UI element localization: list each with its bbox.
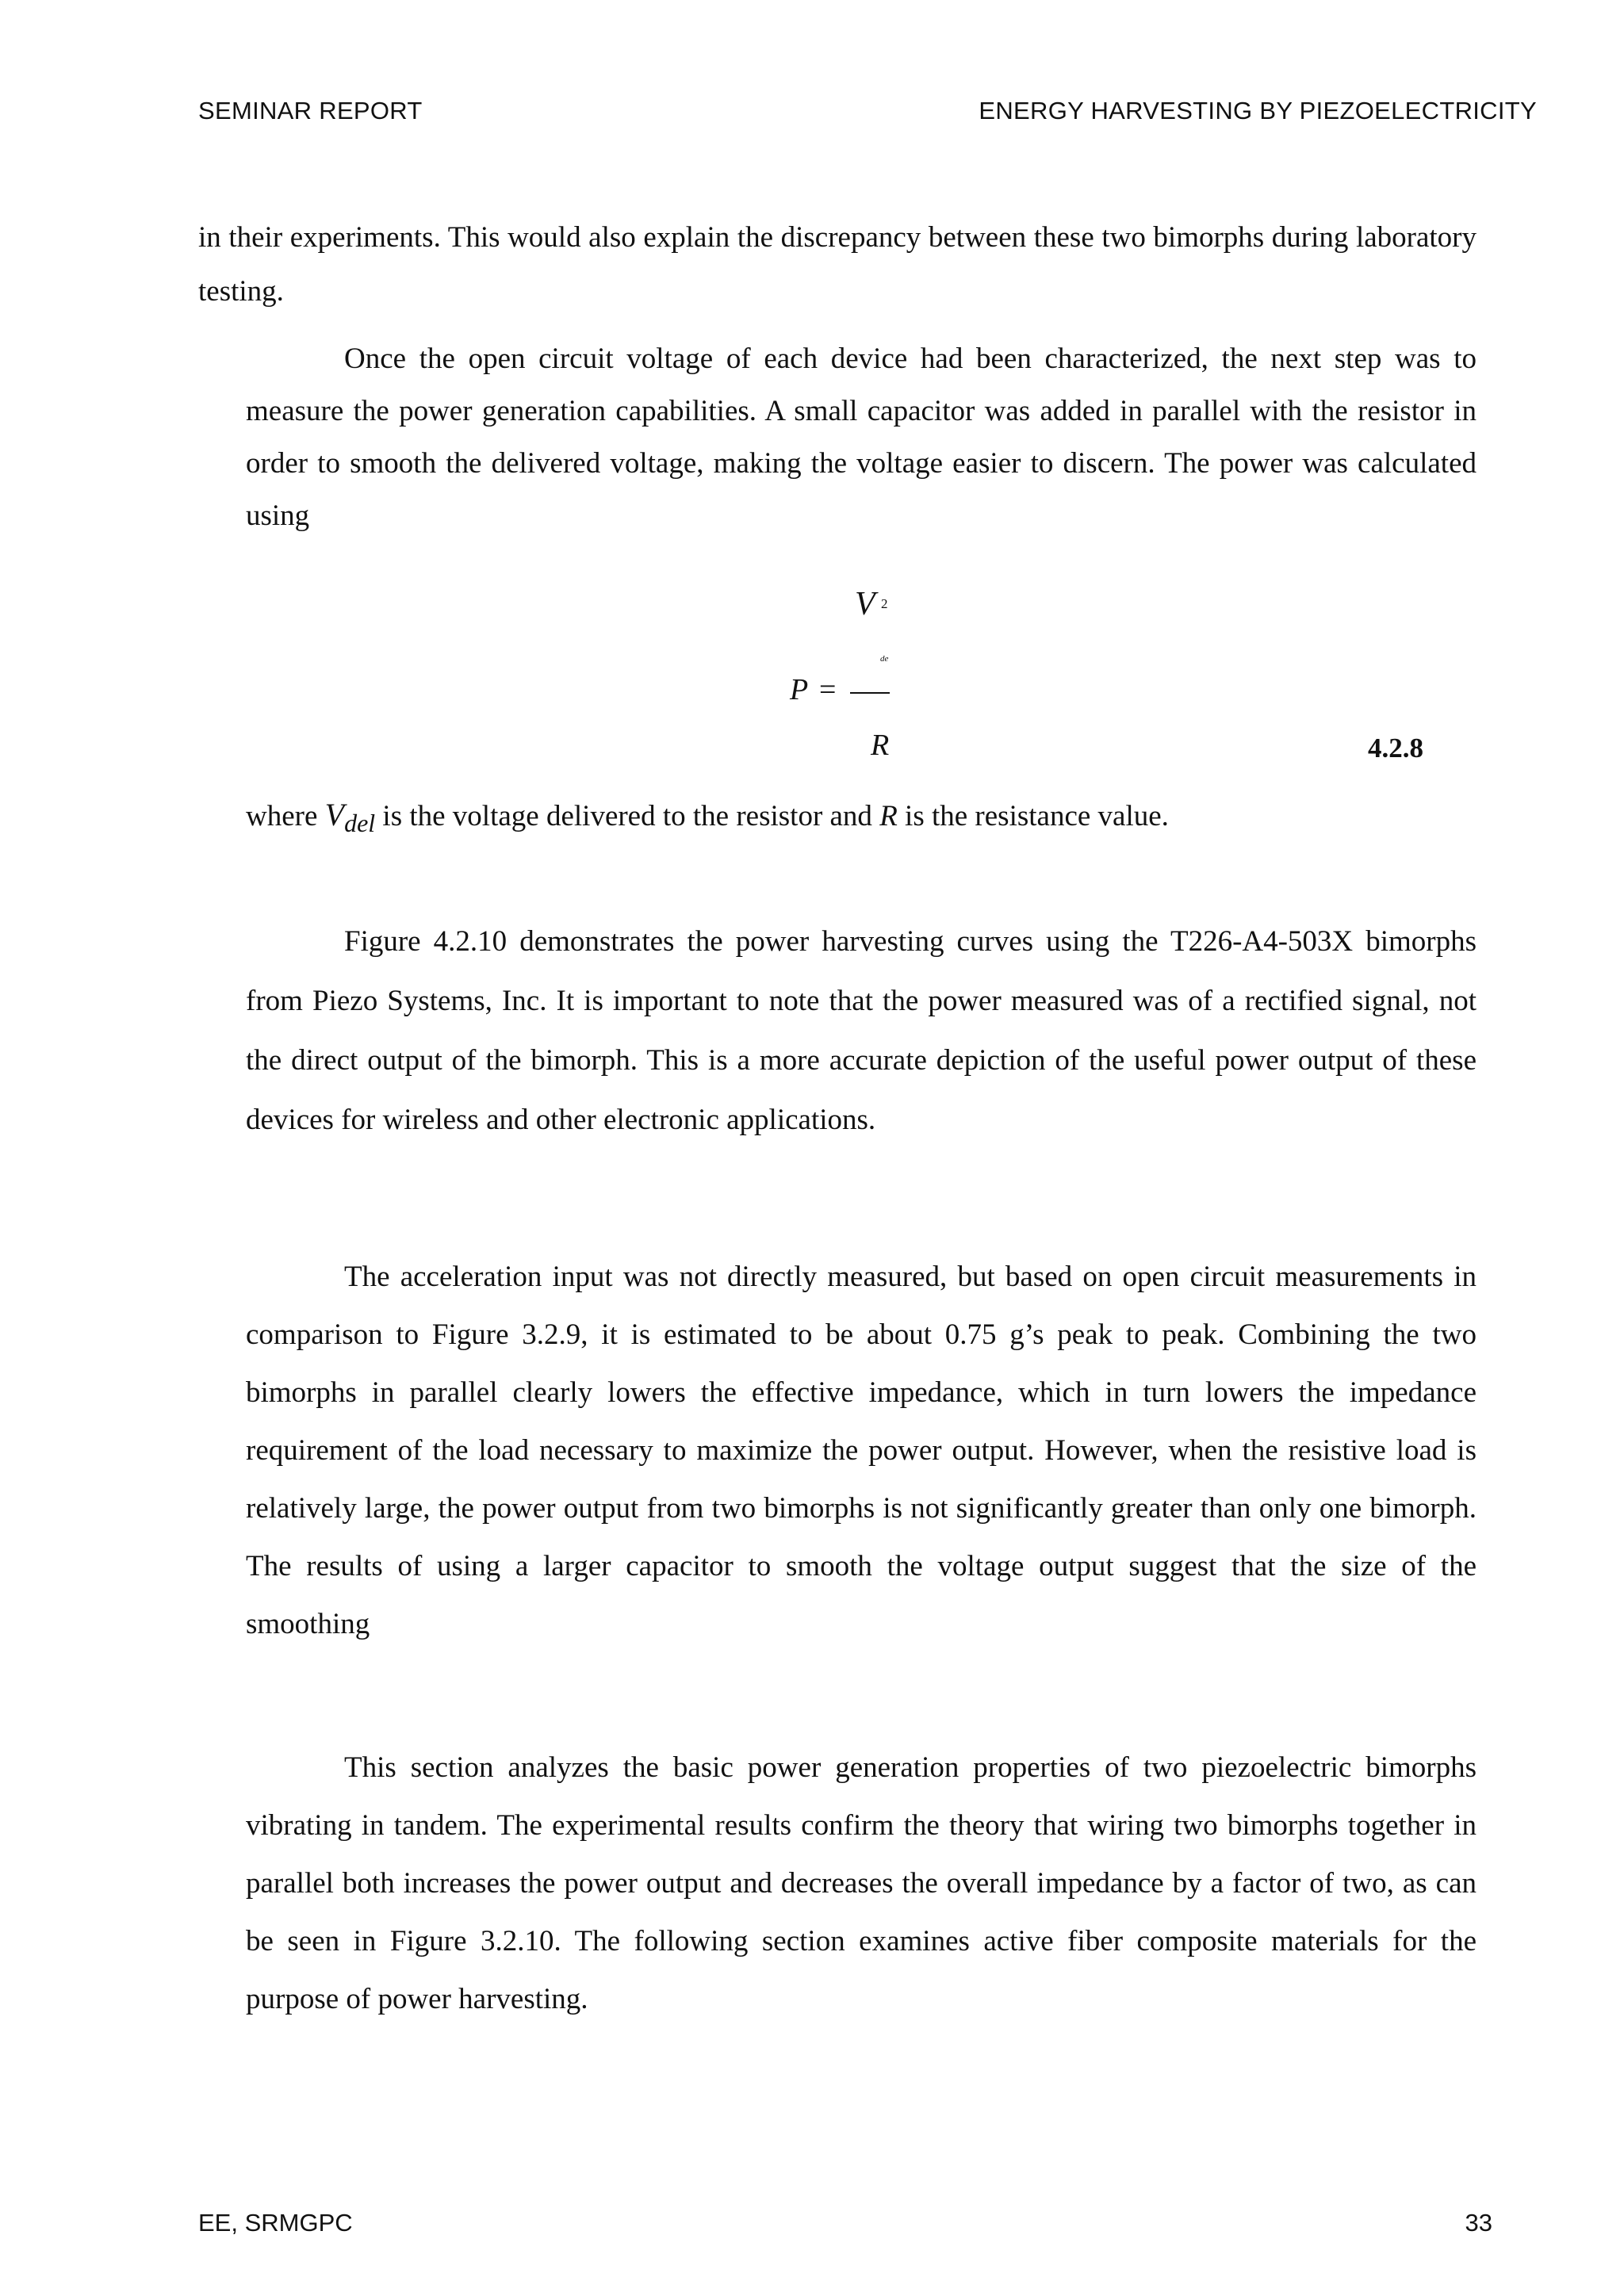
definition-text-1: where xyxy=(246,800,325,832)
page-number: 33 xyxy=(1465,2209,1492,2237)
footer-institution: EE, SRMGPC xyxy=(198,2209,353,2237)
equation-denominator: R xyxy=(871,729,890,762)
equation-numerator: V xyxy=(855,586,875,622)
paragraph-acceleration-input: The acceleration input was not directly measured, but based on open circuit measurements in comparison to Figure 3.2.9, it is estimated to be about 0.75 g’s peak to peak. Combining the two bimorphs in parallel clearly lowers the effective impedance, which in turn lowers the impedance requirement of the load necessary to maximize the power output. However, when the resistive load is relatively large, the power output from two bimorphs is not significantly greater than only one bimorph. The results of using a larger capacitor to smooth the voltage output suggest that the size of the smoothing xyxy=(246,1261,1477,1640)
header-right-title: ENERGY HARVESTING BY PIEZOELECTRICITY xyxy=(979,97,1537,124)
equation-equals: = xyxy=(819,673,837,706)
variable-r: R xyxy=(879,800,898,832)
header-left-title: SEMINAR REPORT xyxy=(198,97,423,124)
definition-text-2: is the voltage delivered to the resistor and xyxy=(375,800,880,832)
variable-v-subscript: del xyxy=(344,809,376,837)
definition-text-3: is the resistance value. xyxy=(897,800,1169,832)
equation-superscript: 2 xyxy=(881,596,888,611)
paragraph-variable-definitions xyxy=(246,796,1169,837)
paragraph-figure-4-2-10: Figure 4.2.10 demonstrates the power harvesting curves using the T226-A4-503X bimorphs from Piezo Systems, Inc. It is important to note that the power measured was of a rectified signal, not the direct output of the bimorph. This is a more accurate depiction of the useful power output of these devices for wireless and other electronic applications. xyxy=(246,925,1477,1136)
paragraph-power-calculation: Once the open circuit voltage of each device had been characterized, the next step was to measure the power generation capabilities. A small capacitor was added in parallel with the resistor in order to smooth the delivered voltage, making the voltage easier to discern. The power was calculated using xyxy=(246,342,1477,532)
equation-fraction-bar xyxy=(850,692,890,694)
variable-v: V xyxy=(324,797,345,832)
equation-number: 4.2.8 xyxy=(1368,733,1423,763)
equation-lhs: P xyxy=(790,673,809,706)
paragraph-section-summary: This section analyzes the basic power generation properties of two piezoelectric bimorphs vibrating in tandem. The experimental results confirm the theory that wiring two bimorphs together in parallel both increases the power output and decreases the overall impedance by a factor of two, as can be seen in Figure 3.2.10. The following section examines active fiber composite materials for the purpose of power harvesting. xyxy=(246,1751,1477,2015)
paragraph-intro: in their experiments. This would also explain the discrepancy between these two bimorphs during laboratory testing. xyxy=(198,221,1477,308)
equation-subscript-fragment: de xyxy=(880,654,889,664)
